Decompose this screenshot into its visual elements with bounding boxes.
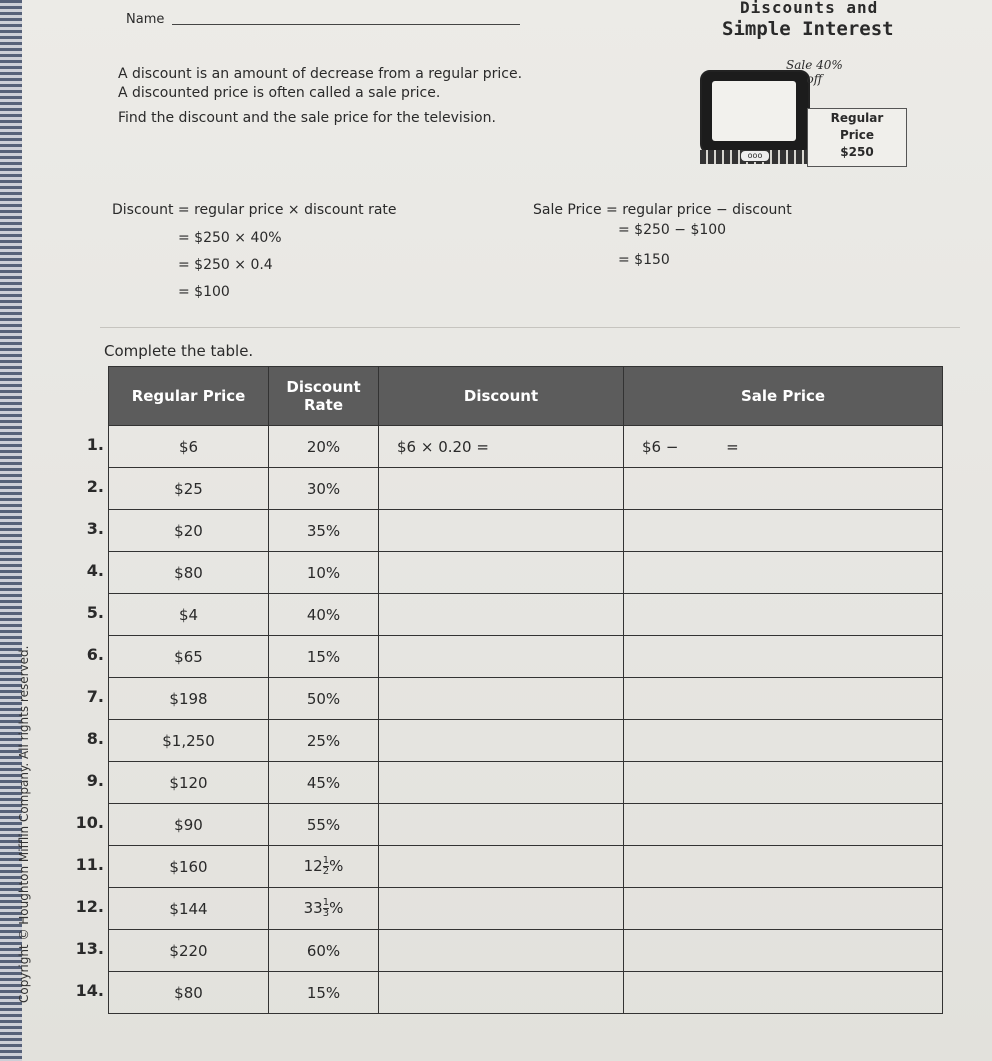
table-row — [109, 804, 943, 846]
table-row — [109, 636, 943, 678]
discount-rate-cell: 15% — [269, 972, 379, 1014]
row-number: 1. — [86, 435, 104, 454]
row-number: 14. — [75, 981, 104, 1000]
discount-answer-cell[interactable] — [379, 762, 624, 804]
discount-answer-cell[interactable] — [379, 678, 624, 720]
price-tag-line2: Price — [839, 128, 875, 142]
row-number: 10. — [75, 813, 104, 832]
header-sale-price: Sale Price — [624, 367, 943, 426]
sale-price-answer-cell[interactable] — [624, 552, 943, 594]
regular-price-cell: $25 — [109, 468, 269, 510]
discount-step3: = $100 — [178, 284, 230, 300]
table-row — [109, 972, 943, 1014]
row-number: 2. — [86, 477, 104, 496]
discount-rate-cell: 50% — [269, 678, 379, 720]
discount-rate-cell: 40% — [269, 594, 379, 636]
worksheet-title-line2: Simple Interest — [722, 18, 894, 40]
sale-price-answer-cell[interactable] — [624, 888, 943, 930]
discount-answer-cell[interactable] — [379, 888, 624, 930]
row-number: 5. — [86, 603, 104, 622]
regular-price-cell: $144 — [109, 888, 269, 930]
sale-burst-badge — [786, 58, 843, 86]
sale-price-answer-cell[interactable] — [624, 804, 943, 846]
price-tag-line1: Regular — [830, 111, 884, 125]
discount-answer-cell[interactable] — [379, 846, 624, 888]
regular-price-cell: $4 — [109, 594, 269, 636]
rate-suffix: % — [329, 899, 344, 917]
sale-price-answer-cell[interactable] — [624, 510, 943, 552]
regular-price-cell: $65 — [109, 636, 269, 678]
sale-price-answer-cell[interactable] — [624, 594, 943, 636]
discount-rate-cell: 45% — [269, 762, 379, 804]
sale-price-answer-cell[interactable] — [624, 678, 943, 720]
tv-knobs-icon: ooo — [740, 150, 770, 162]
discount-step1: = $250 × 40% — [178, 230, 282, 246]
discount-answer-cell[interactable] — [379, 552, 624, 594]
table-row — [109, 888, 943, 930]
sale-step2: = $150 — [618, 252, 670, 268]
discount-answer-cell[interactable] — [379, 468, 624, 510]
discount-step2: = $250 × 0.4 — [178, 257, 273, 273]
table-instruction: Complete the table. — [104, 342, 254, 360]
intro-line1: A discount is an amount of decrease from a regular price. — [118, 66, 523, 82]
section-divider — [100, 327, 960, 328]
row-number: 3. — [86, 519, 104, 538]
regular-price-cell: $80 — [109, 552, 269, 594]
table-row — [109, 468, 943, 510]
discount-rate-cell — [269, 846, 379, 888]
discount-answer-cell[interactable] — [379, 510, 624, 552]
row-number: 4. — [86, 561, 104, 580]
regular-price-cell: $80 — [109, 972, 269, 1014]
sale-price-answer-cell[interactable] — [624, 468, 943, 510]
sale-price-answer-cell[interactable] — [624, 636, 943, 678]
copyright-notice: Copyright © Houghton Mifflin Company. All rights reserved. — [17, 645, 31, 1003]
regular-price-cell: $198 — [109, 678, 269, 720]
discount-table — [108, 366, 943, 1014]
table-row — [109, 426, 943, 468]
fraction-denominator: 3 — [322, 908, 330, 919]
discount-rate-cell: 30% — [269, 468, 379, 510]
row-number: 6. — [86, 645, 104, 664]
discount-answer-cell[interactable] — [379, 972, 624, 1014]
rate-whole: 33 — [303, 899, 323, 917]
row-number: 7. — [86, 687, 104, 706]
price-tag-line3: $250 — [840, 145, 874, 159]
table-row — [109, 594, 943, 636]
row-number: 11. — [75, 855, 104, 874]
header-discount: Discount — [379, 367, 624, 426]
name-blank-line[interactable] — [172, 24, 520, 25]
discount-answer-cell[interactable] — [379, 804, 624, 846]
sale-price-answer-cell[interactable] — [624, 930, 943, 972]
discount-answer-cell[interactable] — [379, 594, 624, 636]
discount-rate-cell: 25% — [269, 720, 379, 762]
discount-answer-cell[interactable] — [379, 930, 624, 972]
sale-price-answer-cell[interactable] — [624, 720, 943, 762]
discount-answer-cell[interactable]: $6 × 0.20 = — [379, 426, 624, 468]
regular-price-cell: $160 — [109, 846, 269, 888]
intro-line2: A discounted price is often called a sale price. — [118, 85, 441, 101]
discount-rate-cell — [269, 888, 379, 930]
fraction-denominator: 2 — [322, 866, 330, 877]
sale-price-answer-cell[interactable] — [624, 846, 943, 888]
header-discount-rate: Discount Rate — [269, 367, 379, 426]
sale-price-answer-cell[interactable] — [624, 972, 943, 1014]
sale-formula: Sale Price = regular price − discount — [533, 202, 792, 218]
tv-screen — [712, 81, 796, 141]
discount-answer-cell[interactable] — [379, 636, 624, 678]
sale-burst-line2: off — [806, 72, 823, 86]
sale-price-answer-cell[interactable] — [624, 762, 943, 804]
table-row — [109, 720, 943, 762]
sale-step1: = $250 − $100 — [618, 222, 727, 238]
rate-suffix: % — [329, 857, 344, 875]
fraction-numerator: 1 — [322, 855, 330, 866]
row-number: 8. — [86, 729, 104, 748]
table-row — [109, 846, 943, 888]
discount-rate-cell: 35% — [269, 510, 379, 552]
table-row — [109, 678, 943, 720]
discount-rate-cell: 10% — [269, 552, 379, 594]
discount-answer-cell[interactable] — [379, 720, 624, 762]
discount-formula: Discount = regular price × discount rate — [112, 202, 397, 218]
worksheet-title-line1: Discounts and — [740, 0, 879, 17]
intro-line3: Find the discount and the sale price for the television. — [118, 110, 496, 126]
regular-price-cell: $90 — [109, 804, 269, 846]
table-row — [109, 762, 943, 804]
sale-price-answer-cell[interactable]: $6 − = — [624, 426, 943, 468]
regular-price-cell: $1,250 — [109, 720, 269, 762]
regular-price-cell: $120 — [109, 762, 269, 804]
regular-price-cell: $6 — [109, 426, 269, 468]
header-regular-price: Regular Price — [109, 367, 269, 426]
table-row — [109, 510, 943, 552]
fraction-numerator: 1 — [322, 897, 330, 908]
regular-price-cell: $20 — [109, 510, 269, 552]
row-number: 9. — [86, 771, 104, 790]
row-number: 12. — [75, 897, 104, 916]
discount-rate-cell: 20% — [269, 426, 379, 468]
table-row — [109, 552, 943, 594]
discount-rate-cell: 15% — [269, 636, 379, 678]
discount-rate-cell: 60% — [269, 930, 379, 972]
name-label: Name — [126, 12, 165, 27]
row-number: 13. — [75, 939, 104, 958]
regular-price-tag — [807, 108, 907, 167]
rate-whole: 12 — [303, 857, 323, 875]
table-row — [109, 930, 943, 972]
discount-rate-cell: 55% — [269, 804, 379, 846]
sale-burst-line1: Sale 40% — [786, 58, 843, 72]
regular-price-cell: $220 — [109, 930, 269, 972]
